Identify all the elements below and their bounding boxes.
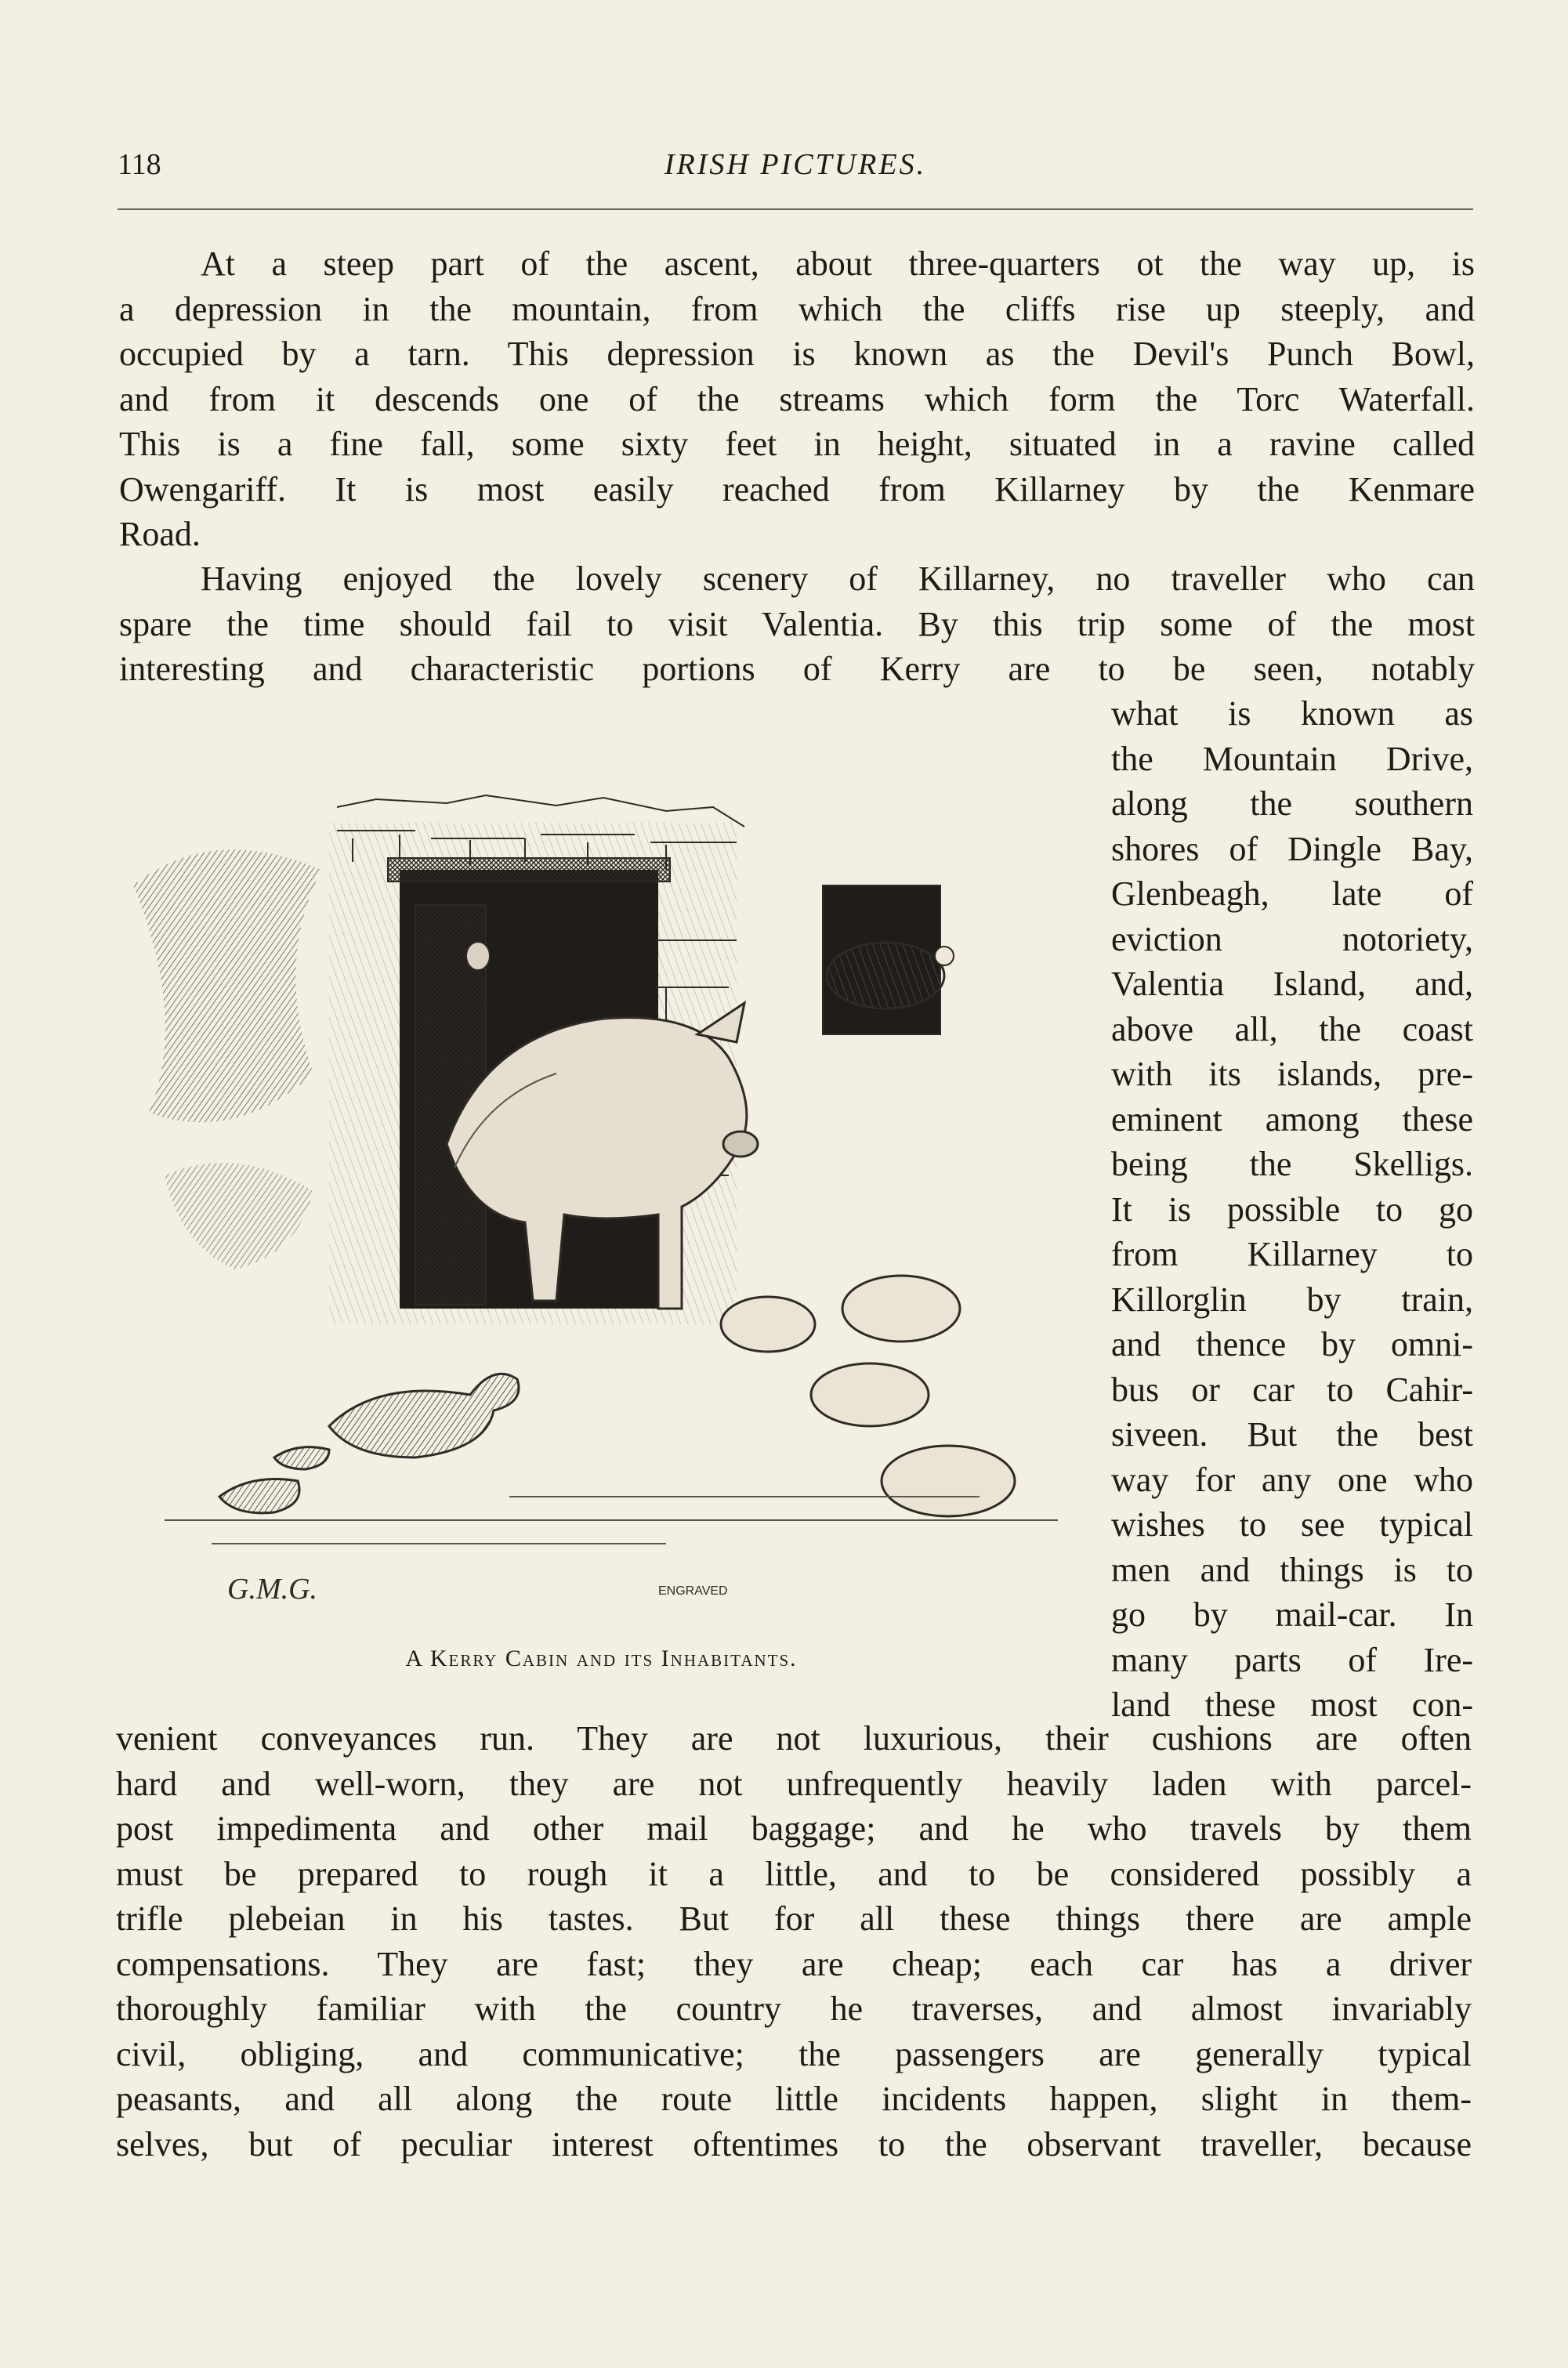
text-line: trifle plebeian in his tastes. But for all these things there are ample xyxy=(116,1899,1472,1938)
text-line: peasants, and all along the route little incidents happen, slight in them- xyxy=(116,2080,1472,2118)
text-line: Owengariff. It is most easily reached from Killarney by the Kenmare xyxy=(119,469,1475,509)
text-line: hard and well-worn, they are not unfrequently heavily laden with parcel- xyxy=(116,1764,1472,1803)
text-line: many parts of Ire- xyxy=(1111,1640,1473,1679)
text-line: along the southern xyxy=(1111,784,1473,823)
text-line: the Mountain Drive, xyxy=(1111,739,1473,778)
text-line: Road. xyxy=(119,515,201,553)
paragraph-side-column xyxy=(1111,691,1473,1728)
header-rule xyxy=(118,208,1473,210)
text-line: venient conveyances run. They are not luxurious, their cushions are often xyxy=(116,1719,1472,1758)
text-line: Having enjoyed the lovely scenery of Killarney, no traveller who can xyxy=(201,559,1475,598)
piglets xyxy=(721,1276,1015,1516)
text-line: interesting and characteristic portions of Kerry are to be seen, notably xyxy=(119,650,1475,688)
text-line: post impedimenta and other mail baggage; and he who travels by them xyxy=(116,1809,1472,1848)
text-line: At a steep part of the ascent, about three-quarters ot the way up, is xyxy=(201,244,1475,283)
text-line: Killorglin by train, xyxy=(1111,1280,1473,1319)
text-line: way for any one who xyxy=(1111,1460,1473,1499)
running-title: IRISH PICTURES. xyxy=(664,148,927,181)
text-line: It is possible to go xyxy=(1111,1189,1473,1229)
text-line: above all, the coast xyxy=(1111,1009,1473,1048)
text-line: This is a fine fall, some sixty feet in height, situated in a ravine called xyxy=(119,425,1475,463)
text-line: wishes to see typical xyxy=(1111,1505,1473,1544)
text-line: civil, obliging, and communicative; the passengers are generally typical xyxy=(116,2034,1472,2073)
text-line: Glenbeagh, late of xyxy=(1111,874,1473,913)
text-line: what is known as xyxy=(1111,694,1473,733)
cabin-illustration xyxy=(118,705,1085,1618)
text-line: eminent among these xyxy=(1111,1099,1473,1139)
text-line: go by mail-car. In xyxy=(1111,1595,1473,1634)
text-line: thoroughly familiar with the country he traverses, and almost invariably xyxy=(116,1990,1472,2028)
text-line: and from it descends one of the streams which form the Torc Waterfall. xyxy=(119,379,1475,418)
text-line: eviction notoriety, xyxy=(1111,919,1473,958)
figure-caption: A Kerry Cabin and its Inhabitants. xyxy=(405,1646,798,1671)
text-line: bus or car to Cahir- xyxy=(1111,1370,1473,1409)
paragraph-devils-punch-bowl xyxy=(119,241,1475,557)
engraver-signature: ENGRAVED xyxy=(658,1584,728,1598)
text-line: selves, but of peculiar interest oftentimes to the observant traveller, because xyxy=(116,2124,1472,2163)
text-line: shores of Dingle Bay, xyxy=(1111,829,1473,868)
engraving-kerry-cabin xyxy=(118,705,1085,1618)
foliage xyxy=(133,849,321,1269)
window-with-hen xyxy=(823,885,954,1034)
text-line: spare the time should fail to visit Valentia. By this trip some of the most xyxy=(119,604,1475,643)
text-line: with its islands, pre- xyxy=(1111,1055,1473,1093)
running-head xyxy=(118,147,1473,194)
text-line: a depression in the mountain, from which the cliffs rise up steeply, and xyxy=(119,289,1475,328)
artist-signature: G.M.G. xyxy=(227,1573,318,1606)
paragraph-valentia-intro xyxy=(119,556,1475,692)
text-line: must be prepared to rough it a little, and to be considered possibly a xyxy=(116,1854,1472,1893)
text-line: being the Skelligs. xyxy=(1111,1145,1473,1183)
text-line: occupied by a tarn. This depression is known as the Devil's Punch Bowl, xyxy=(119,335,1475,373)
text-line: Valentia Island, and, xyxy=(1111,965,1473,1003)
text-line: compensations. They are fast; they are cheap; each car has a driver xyxy=(116,1944,1472,1983)
text-line: men and things is to xyxy=(1111,1550,1473,1589)
paragraph-mail-car xyxy=(116,1716,1472,2167)
text-line: from Killarney to xyxy=(1111,1235,1473,1273)
text-line: and thence by omni- xyxy=(1111,1325,1473,1363)
text-line: land these most con- xyxy=(1111,1685,1473,1724)
text-line: siveen. But the best xyxy=(1111,1415,1473,1454)
ducks xyxy=(219,1374,519,1513)
page-number: 118 xyxy=(118,148,161,181)
